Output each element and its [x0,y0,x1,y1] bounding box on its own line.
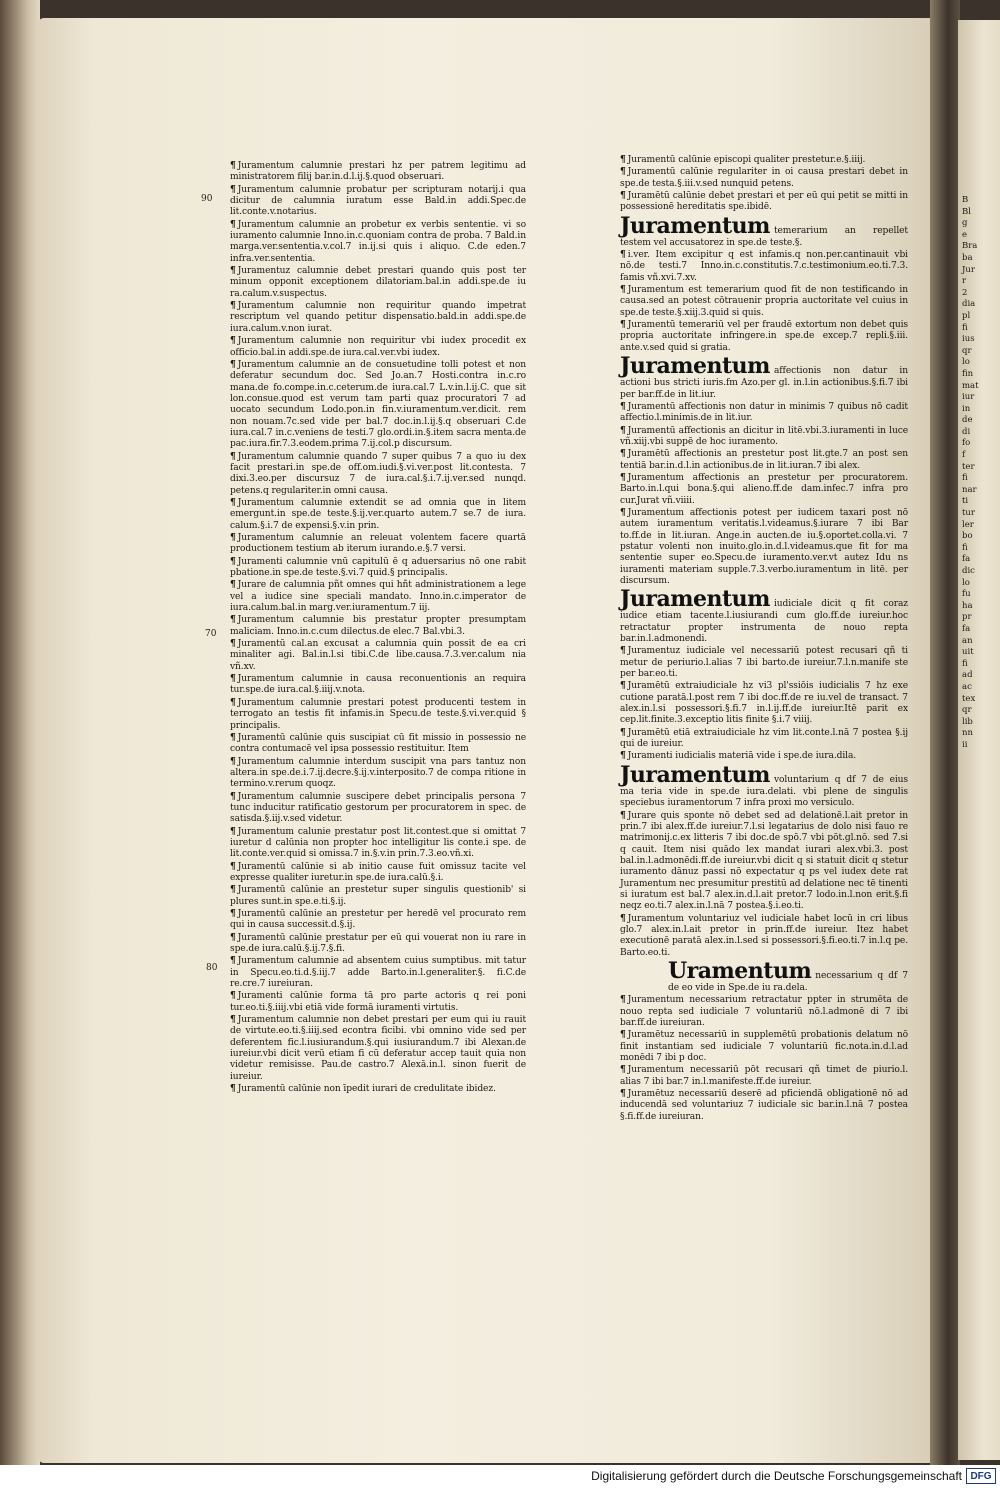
right-intro-entries [620,154,908,214]
paragraph-mark-icon: ¶ [230,673,236,685]
paragraph-mark-icon: ¶ [620,249,626,261]
paragraph-mark-icon: ¶ [620,284,626,296]
left-entry [230,579,526,614]
facing-page-line: ha [962,600,973,611]
facing-page-line: tur [962,508,975,519]
paragraph-mark-icon: ¶ [620,319,626,331]
paragraph-mark-icon: ¶ [230,183,236,195]
facing-page-line: bo [962,531,973,542]
right-entry [620,154,908,166]
entry-text: Juramentum calumnie non debet prestari per eum qui iu rauit de virtute.eo.ti.§.iiij.sed econtra ficibi. vbi omnino vide sed per deferentem fic.l.iusiurandum.§.qui iusiurandum.7 ibi Alexan.de iureiur.vbi dicit verū etiam fi cū deferatur accep tauit quia non videtur remisisse. Pau.de castro.7 Alexā.in.l. sinon fuerit de iureiur. [230,1015,526,1082]
entry-text: Juramentū cal.an excusat a calumnia quin possit de ea cri minaliter agi. Bal.in.l.si tibi.C.de libe.causa.7.3.ver.calum nia vñ.xv. [230,639,526,672]
facing-page-line: uit [962,647,974,658]
facing-page-line: fi [962,542,968,553]
heading-tail: voluntarium q df 7 de eius ma teria vide in spe.de iura.delati. vbi plene de singulis speciebus iuramentorum 7 infra proxi mo versiculo. [620,774,908,809]
section-heading-voluntarium [620,763,908,810]
paragraph-mark-icon: ¶ [230,300,236,312]
entry-text: Juramentū calūnie non īpedit iurari de credulitate ibidez. [237,1084,496,1095]
entry-text: Juramentuz iudiciale vel necessariū potest recusari qñ ti metur de periurio.l.alias 7 ibi barto.de iureiur.7.l.n.manife ste per bar.eo.ti. [620,646,908,680]
heading-word: Uramentum [668,957,812,984]
right-entry [620,425,908,449]
right-entry [620,190,908,214]
paragraph-mark-icon: ¶ [230,755,236,767]
entry-text: Jurare de calumnia pñt omnes qui hñt administrationem a lege vel a iudice sine speciali mandato. Inno.in.c.imperator de iura.calum.bal.in marg.ver.iuramentum.7 iij. [230,580,526,614]
facing-page-line: pl [962,310,971,321]
right-entry [620,284,908,319]
entry-text: Juramentū affectionis non datur in minimis 7 quibus nō cadit affectio.l.minimis.de in lit.iur. [620,401,908,424]
section-entries-necessarium [620,994,908,1123]
right-entry [620,319,908,354]
section-heading-temerarium [620,214,908,249]
paragraph-mark-icon: ¶ [620,424,626,436]
right-entry [620,750,908,762]
entry-text: Juramētū calūnie debet prestari et per eū qui petit se mitti in possessionē hereditatis spe.ibidē. [620,191,908,213]
heading-tail: temerarium an repellet testem vel accusatorez in spe.de teste.§. [620,225,908,248]
entry-text: Juramētū etiā extraiudiciale hz vim lit.conte.l.nā 7 postea §.ij qui de iureiur. [620,727,908,750]
facing-page-line: g [962,218,968,229]
right-entry [620,249,908,284]
heading-word: Juramentum [620,353,770,380]
entry-text: Juramenti calūnie forma tā pro parte actoris q rei poni tur.eo.ti.§.iiij.vbi etiā vide formā iuramenti virtutis. [230,991,526,1013]
paragraph-mark-icon: ¶ [230,265,236,277]
paragraph-mark-icon: ¶ [230,218,236,230]
entry-text: Juramentum calumnie bis prestatur propter presumptam maliciam. Inno.in.c.cum dilectus.de elec.7 Bal.vbi.3. [230,615,526,637]
paragraph-mark-icon: ¶ [230,335,236,347]
paragraph-mark-icon: ¶ [620,809,626,821]
section-entries-temerarium [620,249,908,354]
heading-word: Juramentum [620,761,770,788]
facing-page-line: fin [962,368,974,379]
paragraph-mark-icon: ¶ [230,990,236,1002]
entry-text: Juramentū calūnie an prestetur per heredē vel procurato rem qui in causa successit.d.§.ij. [230,909,526,931]
right-entry [620,472,908,507]
paragraph-mark-icon: ¶ [230,1014,236,1026]
facing-page-line: ii [962,739,968,750]
paragraph-mark-icon: ¶ [230,731,236,743]
entry-text: Juramentum affectionis an prestetur per procuratorem. Barto.in.l.qui bona.§.qui alieno.ff.de dam.infec.7 infra pro cur.Jurat vñ.viiii. [620,472,908,506]
paragraph-mark-icon: ¶ [620,726,626,738]
facing-page-line: qr [962,705,972,716]
paragraph-mark-icon: ¶ [230,450,236,462]
facing-page-line: ter [962,461,975,472]
entry-text: Juramentum affectionis potest per iudicem taxari post nō autem iuramentum veritatis.l.videamus.§.iurare 7 ibi Bar to.ff.de in lit.iuran. Ange.in aucten.de iu.§.oportet.colla.vi. 7 pstatur volenti non inuito.glo.in.d.l.videamus.que fit for ma sententie super eo.Specu.de iuramento.ver.vt autez Idu ns iuramenti materiam supple.7.3.verbo.iuramentum in litē. per discursum. [620,507,908,586]
facing-page-line: fi [962,322,968,333]
facing-page-line: lo [962,357,970,368]
paragraph-mark-icon: ¶ [620,506,626,518]
left-entry [230,791,526,826]
paragraph-mark-icon: ¶ [620,1029,626,1041]
section-heading-necessarium [620,959,908,994]
right-entry [620,1064,908,1088]
entry-text: Juramentū calūnie regulariter in oi causa prestari debet in spe.de testa.§.iii.v.sed nunquid petens. [620,167,908,189]
footer-bar [0,1465,1000,1488]
left-entry [230,638,526,673]
paragraph-mark-icon: ¶ [230,496,236,508]
facing-page-line: lib [962,716,973,727]
entry-text: Juramentū calūnie an prestetur super singulis questionib' si plures sunt.in spe.e.ti.§.ij. [230,885,526,907]
paragraph-mark-icon: ¶ [620,645,626,657]
entry-text: Juramentum est temerarium quod fit de non testificando in causa.sed an potest cōtrauenir propria auctoritate vel cuius in spe.de teste.§.xiij.3.quid si quis. [620,285,908,318]
left-entry [230,614,526,638]
entry-text: Juramentum calumnie non requiritur vbi iudex procedit ex officio.bal.in addi.spe.de iura.cal.ver.vbi iudex. [230,336,526,358]
left-entry [230,955,526,990]
facing-page-line: 2 [962,287,968,298]
entry-text: Juramenti calumnie vnū capitulū ē q aduersarius nō one rabit pbatione.in spe.de teste.§.vi.7 quid.§ principalis. [230,556,526,579]
left-entry [230,359,526,451]
paragraph-mark-icon: ¶ [230,555,236,567]
paragraph-mark-icon: ¶ [620,750,626,762]
paragraph-mark-icon: ¶ [230,790,236,802]
facing-page-line: tex [962,693,976,704]
facing-page-line: pr [962,612,972,623]
line-number-80: 80 [206,963,218,973]
entry-text: Juramētū extraiudiciale hz vi3 pl'ssiōis iudicialis 7 hz exe cutione paratā.l.post rem 7 ibi doc.ff.de re iu.vel de transact. 7 alex.in.l.si possessori.§.fi.7 in.l.ij.ff.de iureiur.Itē parit ex cep.lit.finite.3.exceptio litis finite §.i.7 viiij. [620,681,908,726]
left-entry [230,1014,526,1083]
paragraph-mark-icon: ¶ [230,696,236,708]
facing-page-line: fi [962,658,968,669]
line-number-90: 90 [201,194,213,204]
facing-page-line: dia [962,299,976,310]
paragraph-mark-icon: ¶ [230,825,236,837]
left-entry [230,160,526,184]
paragraph-mark-icon: ¶ [230,931,236,943]
entry-text: Juramentum calumnie in causa reconuentionis an requira tur.spe.de iura.cal.§.iiij.v.nota. [230,674,526,696]
facing-page-line: Bl [962,206,971,217]
left-entry [230,219,526,265]
paragraph-mark-icon: ¶ [620,1088,626,1100]
left-entry [230,826,526,861]
facing-page-line: ler [962,519,974,530]
dfg-logo: DFG [966,1468,996,1484]
entry-text: Juramentum calumnie prestari hz per patrem legitimu ad ministratorem filij bar.in.d.l.ij.§.quod obseruari. [230,161,526,183]
entry-text: Juramentum necessariū pōt recusari qñ timet de piurio.l. alias 7 ibi bar.7 in.l.manifeste.ff.de iureiur. [620,1065,908,1087]
entry-text: i.ver. Item excipitur q est infamis.q non.per.cantinauit vbi nō.de testi.7 Inno.in.c.constitutis.7.c.testimonium.eo.ti.7.3. famis vñ.xvi.7.xv. [620,250,908,283]
entry-text: Juramentum calumnie ad absentem cuius sumptibus. mit tatur in Specu.eo.ti.d.§.iij.7 adde Barto.in.l.generaliter.§. fi.C.de re.cre.7 iureiuran. [230,956,526,990]
paragraph-mark-icon: ¶ [620,471,626,483]
entry-text: Juramentū calūnie episcopi qualiter prestetur.e.§.iiij. [627,155,866,165]
facing-page-fragment [958,20,1000,1460]
facing-page-line: mat [962,380,979,391]
left-entry [230,335,526,359]
facing-page-line: fa [962,554,971,565]
entry-text: Juramentū affectionis an dicitur in litē.vbi.3.iuramenti in luce vñ.xiij.vbi suppē de hoc iuramento. [620,425,908,447]
entry-text: Juramētuz necessariū deserē ad pficiendā obligationē nō ad inducendā sed voluntariuz 7 iudiciale sic bar.in.l.nā 7 postea §.fi.ff.de iureiuran. [620,1089,908,1122]
entry-text: Juramentū calūnie prestatur per eū qui vouerat non iu rare in spe.de iura.calū.§.ij.7.§.fi. [230,932,526,955]
entry-text: Juramentum calumnie prestari potest producenti testem in terrogato an testis fit infamis.in Specu.de teste.§.vi.ver.quid § principalis. [230,697,526,731]
heading-tail: affectionis non datur in actioni bus stricti iuris.fm Azo.per gl. in.l.in actionibus.§.fi.7 ibi per bar.ff.de in lit.iur. [620,366,908,400]
right-entry [620,507,908,587]
left-entry [230,884,526,908]
paragraph-mark-icon: ¶ [620,190,626,202]
paragraph-mark-icon: ¶ [620,448,626,460]
left-entry [230,451,526,497]
facing-page-line: di [962,426,971,437]
entry-text: Juramentum calunie prestatur post lit.contest.que si omittat 7 iuretur d calūnia non propter hoc intelligitur lis conte.i spe. de lit.conte.ver.quid si omissa.7 in.§.v.in prin.7.3.eo.vñ.xi. [230,826,526,860]
entry-text: Juramentum calumnie interdum suscipit vna pars tantuz non altera.in spe.de.i.7.ij.decre.§.ij.v.interposito.7 de compa ritione in termino.v.rerum quoqz. [230,756,526,790]
entry-text: Juramentuz calumnie debet prestari quando quis post ter minum opponit exceptionem dilatoriam.bal.in addi.spe.de iu ra.calum.v.suspectus. [230,266,526,299]
paragraph-mark-icon: ¶ [230,160,236,171]
left-entry [230,756,526,791]
left-entry [230,556,526,580]
entry-text: Juramentum calumnie suscipere debet principalis persona 7 tunc inducitur ratificatio gestorum per procuratorem in spec. de satisda.§.iij.v.sed videtur. [230,791,526,825]
left-entry [230,532,526,556]
left-entry [230,184,526,219]
facing-page-line: ad [962,670,973,681]
right-entry [620,166,908,190]
entry-text: Juramentū calūnie quis suscipiat cū fit missio in possessio ne contra contumacē vel ipsa possessio restituitur. Item [230,732,526,755]
right-text-column [620,154,908,1123]
paragraph-mark-icon: ¶ [230,1083,236,1095]
page-edge-stack [0,0,40,1465]
facing-page-line: B [962,195,969,205]
facing-page-line: nn [962,728,973,739]
facing-page-line: ac [962,681,972,692]
facing-page-line: f [962,450,966,461]
paragraph-mark-icon: ¶ [620,154,626,165]
facing-page-line: lo [962,577,970,588]
facing-page-line: Jur [962,264,975,275]
left-text-column [230,160,526,1096]
heading-tail: necessarium q df 7 de eo vide in Spe.de iu ra.dela. [668,970,908,993]
line-number-70: 70 [205,629,217,639]
paragraph-mark-icon: ¶ [620,400,626,412]
section-entries-voluntarium [620,810,908,959]
entry-text: Juramenti iudicialis materiā vide i spe.de iura.dila. [627,751,857,762]
facing-page-line: fo [962,438,971,449]
facing-page-line: fi [962,473,968,484]
entry-text: Juramētū affectionis an prestetur post lit.gte.7 an post sen tentiā bar.in.d.l.in actionibus.de in lit.iuran.7 ibi alex. [620,449,908,471]
facing-page-line: fa [962,623,971,634]
paragraph-mark-icon: ¶ [230,532,236,543]
facing-page-line: Bra [962,241,978,252]
left-entry [230,265,526,300]
right-entry [620,401,908,425]
entry-text: Juramentum calumnie an releuat volentem facere quartā productionem testium ab iterum iurando.e.§.7 versi. [230,533,526,555]
paragraph-mark-icon: ¶ [230,614,236,626]
entry-text: Juramentū calūnie si ab initio cause fuit omissuz tacite vel expresse qualiter iuretur.in spe.de iura.calū.§.i. [230,861,526,883]
facing-page-line: dic [962,566,975,576]
paragraph-mark-icon: ¶ [620,912,626,924]
paragraph-mark-icon: ¶ [620,994,626,1006]
paragraph-mark-icon: ¶ [230,860,236,872]
entry-text: Juramentum calumnie probatur per scripturam notarij.i qua dicitur de calumnia iuratum esse Bald.in addi.Spec.de lit.conte.v.notarius. [230,184,526,218]
paragraph-mark-icon: ¶ [230,955,236,967]
right-entry [620,1029,908,1064]
footer-credit: Digitalisierung gefördert durch die Deutsche Forschungsgemeinschaft [591,1469,962,1483]
section-entries-iudiciale [620,645,908,762]
left-entry [230,1083,526,1095]
paragraph-mark-icon: ¶ [230,579,236,591]
book-gutter [930,0,960,1465]
entry-text: Juramētuz necessariū in supplemētū probationis delatum nō finit instantiam sed iudiciale 7 voluntariū fic.nota.in.d.l.ad monēdi 7 ibi p doc. [620,1030,908,1064]
facing-page-line: iur [962,392,975,403]
facing-page-line: ba [962,252,973,263]
paragraph-mark-icon: ¶ [230,908,236,919]
facing-page-line: e [962,229,968,240]
entry-text: Jurare quis sponte nō debet sed ad delationē.l.ait pretor in prin.7 ibi alex.ff.de iureiur.7.l.si legatarius de dolo nisi fauo re matrimonij.c.ex litteris 7 ibi doc.de spō.7 vbi pōt.gl.nō. sed 7.si q cauit. Item nisi quādo lex mandat iurari alex.vbi.3. post bal.in.l.admonēdi.ff.de iureiur.vbi dicit q si statuit dicit q stetur iuramento dānuz passi nō expectatur q ps vel iudex dete rat Juramentum nec presumitur prestitū ad delatione nec tē tinenti si iuratum est bal.7 alex.in.d.l.ait pretor.7 lodo.in.l.non erit.§.fi neqz eo.ti.7 alex.in.l.nā 7 postea.§.i.eo.ti. [620,810,908,912]
entry-text: Juramentum voluntariuz vel iudiciale habet locū in cri libus glo.7 alex.in.l.ait pretor in prin.ff.de iureiur. Itez habet executionē paratā alex.in.l.sed si possessori.§.fi.eo.ti.7 in.l.q pe. Barto.eo.ti. [620,913,908,958]
paragraph-mark-icon: ¶ [620,1064,626,1076]
left-entry [230,673,526,697]
entry-text: Juramentum calumnie an de consuetudine tolli potest et non deferatur secundum doc. Sed Jo.an.7 Hosti.contra in.c.ro mana.de fo.compe.in.c.ceterum.de iura.cal.7 L.v.in.l.ij.C. que sit lon.consue.quod est verum tam parti quaz procuratori 7 ad uocato secundum Lodo.pon.in fin.v.iuramentum.ver.dicit. rem non nouam.7c.sed vide per bal.7 doc.in.l.ij.§.q obseruari C.de iura.cal.7 in.c.veniens de testi.7 glo.ordi.in.§.item sacra menta.de pac.iura.fir.7.3.eodem.prima 7.ij.col.p discursum. [230,359,526,450]
left-entry [230,932,526,956]
paragraph-mark-icon: ¶ [230,884,236,896]
heading-word: Juramentum [620,586,770,613]
left-entry [230,497,526,532]
facing-page-line: nar [962,484,977,495]
right-entry [620,810,908,913]
right-entry [620,680,908,726]
facing-page-text [958,20,1000,752]
facing-page-line: de [962,415,973,426]
right-entry [620,448,908,472]
left-entry [230,908,526,932]
section-entries-affectionis [620,401,908,588]
paragraph-mark-icon: ¶ [620,166,626,178]
left-entry [230,300,526,335]
entry-text: Juramentum calumnie extendit se ad omnia que in litem emergunt.in spe.de teste.§.ij.ver.quarto autem.7 se.7 de iura. calum.§.i.7 de expensi.§.v.in prin. [230,497,526,531]
facing-page-line: qr [962,345,972,356]
facing-page-line: r [962,276,967,287]
facing-page-line: an [962,635,973,646]
section-heading-iudiciale [620,587,908,645]
facing-page-line: ius [962,334,975,345]
right-entry [620,727,908,751]
right-entry [620,1088,908,1123]
entry-text: Juramentum calumnie non requiritur quando impetrat rescriptum vel quando petitur dispensatio.bald.in addi.spe.de iura.calum.v.non iurat. [230,301,526,334]
heading-tail: iudiciale dicit q fit coraz iudice etiam tacente.l.iusiurandi cum glo.ff.de iureiur.hoc retractatur propter instrumenta de nouo repta bar.in.l.admonendi. [620,599,908,645]
facing-page-line: ti [962,496,969,507]
entry-text: Juramentum necessarium retractatur ppter in strumēta de nouo repta sed iudiciale 7 voluntariū nō.l.admonē di 7 ibi bar.ff.de iureiuran. [620,995,908,1028]
left-entry [230,732,526,756]
facing-page-line: fu [962,589,971,600]
entry-text: Juramentum calumnie an probetur ex verbis sententie. vi so iuramento calumnie Inno.in.c.quoniam contra de proba. 7 Bald.in marga.ver.sententia.v.col.7 in.ij.si quis i aliquo. C.de eden.7 infra.ver.sententia. [230,219,526,264]
right-entry [620,994,908,1029]
right-entry [620,913,908,959]
heading-word: Juramentum [620,212,770,239]
section-heading-affectionis [620,354,908,401]
facing-page-line: in [962,403,971,414]
right-entry [620,645,908,680]
paragraph-mark-icon: ¶ [230,638,236,650]
left-entry [230,990,526,1014]
paragraph-mark-icon: ¶ [620,680,626,692]
entry-text: Juramentū temerariū vel per fraudē extortum non debet quis propria auctoritate infringere.in spe.de excep.7 repli.§.iii. ante.v.sed quid si gratia. [620,320,908,353]
left-entry [230,697,526,732]
left-entry [230,861,526,885]
entry-text: Juramentum calumnie quando 7 super quibus 7 a quo iu dex facit prestari.in spe.de off.om.iudi.§.vi.ver.post lit.contesta. 7 dixi.3.eo.per discursuz 7 de iura.cal.§.i.7.ij.ver.sed nunqd. petens.q regulariter.in omni causa. [230,451,526,496]
paragraph-mark-icon: ¶ [230,358,236,370]
